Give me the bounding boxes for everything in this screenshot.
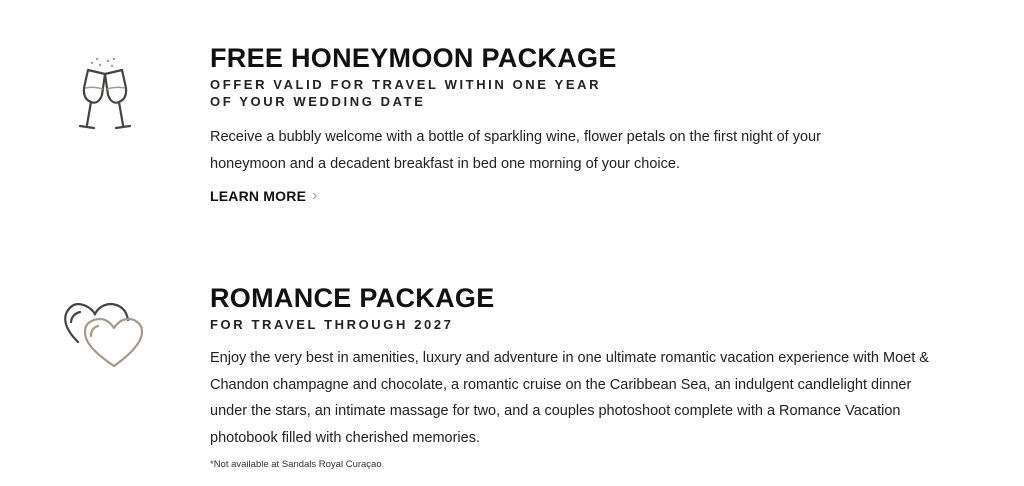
offer-subtitle-line: OF YOUR WEDDING DATE	[210, 94, 426, 109]
offer-free-honeymoon	[210, 42, 860, 206]
chevron-right-icon: ›	[312, 187, 318, 204]
offer-footnote: *Not available at Sandals Royal Curaçao	[210, 459, 382, 470]
learn-more-link[interactable]	[210, 187, 318, 205]
offer-title: ROMANCE PACKAGE	[210, 283, 495, 313]
offer-subtitle: FOR TRAVEL THROUGH 2027	[210, 317, 454, 332]
learn-more-label: LEARN MORE	[210, 188, 307, 204]
offer-romance-package	[210, 282, 950, 470]
offer-description: Enjoy the very best in amenities, luxury and adventure in one ultimate romantic vacation experience with Moet & Chandon champagne and chocolate, a romantic cruise on the Caribbean Sea, an indulgent candlelight dinner under the stars, an intimate massage for two, and a couples photoshoot complete with a Romance Vacation photobook filled with cherished memories.	[210, 350, 929, 446]
champagne-glasses-icon	[70, 55, 140, 135]
hearts-icon	[60, 298, 150, 373]
offer-description: Receive a bubbly welcome with a bottle of sparkling wine, flower petals on the first night of your honeymoon and a decadent breakfast in bed one morning of your choice.	[210, 129, 821, 172]
offer-subtitle-line: OFFER VALID FOR TRAVEL WITHIN ONE YEAR	[210, 77, 602, 92]
offer-subtitle	[210, 76, 860, 110]
offer-title: FREE HONEYMOON PACKAGE	[210, 43, 617, 73]
